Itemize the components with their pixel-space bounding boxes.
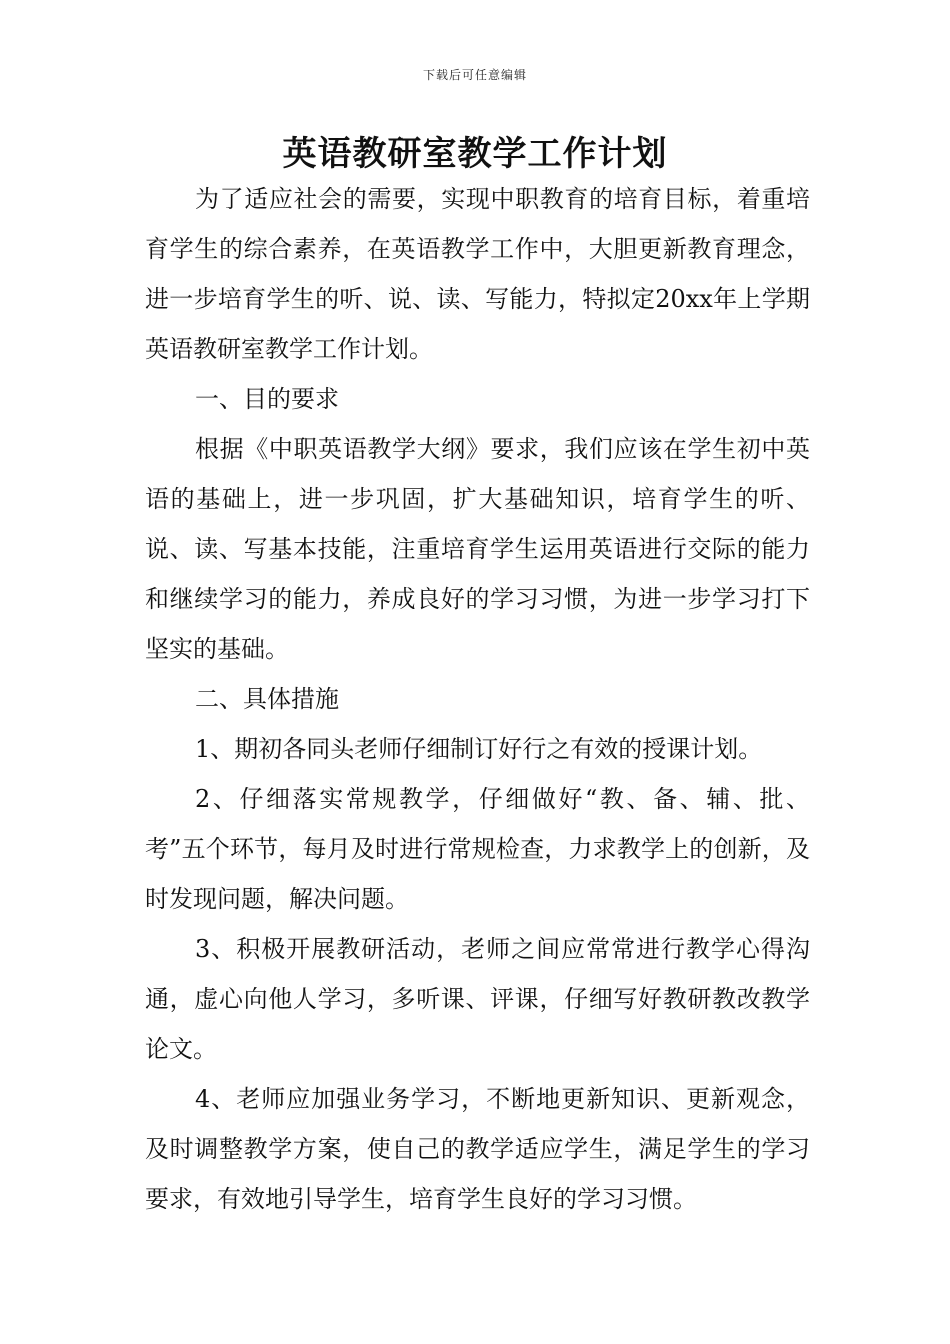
- section-heading-goals: 一、目的要求: [195, 385, 339, 413]
- document-body: [145, 174, 810, 1224]
- document-title: 英语教研室教学工作计划: [282, 134, 668, 174]
- goals-paragraph: 根据《中职英语教学大纲》要求，我们应该在学生初中英语的基础上，进一步巩固，扩大基础知识，培育学生的听、说、读、写基本技能，注重培育学生运用英语进行交际的能力和继续学习的能力，养成良好的学习习惯，为进一步学习打下坚实的基础。: [145, 435, 810, 663]
- section-heading-measures: 二、具体措施: [195, 685, 339, 713]
- measure-item-4: 4、老师应加强业务学习，不断地更新知识、更新观念，及时调整教学方案，使自己的教学适应学生，满足学生的学习要求，有效地引导学生，培育学生良好的学习习惯。: [145, 1085, 810, 1213]
- header-note: 下载后可任意编辑: [422, 68, 527, 82]
- measure-item-3: 3、积极开展教研活动，老师之间应常常进行教学心得沟通，虚心向他人学习，多听课、评课，仔细写好教研教改教学论文。: [145, 935, 810, 1063]
- measure-item-2: 2、仔细落实常规教学，仔细做好“教、备、辅、批、考”五个环节，每月及时进行常规检查，力求教学上的创新，及时发现问题，解决问题。: [145, 785, 810, 913]
- intro-paragraph: 为了适应社会的需要，实现中职教育的培育目标，着重培育学生的综合素养，在英语教学工作中，大胆更新教育理念，进一步培育学生的听、说、读、写能力，特拟定20xx年上学期英语教研室教学工作计划。: [145, 185, 810, 363]
- measure-item-1: 1、期初各同头老师仔细制订好行之有效的授课计划。: [195, 735, 763, 763]
